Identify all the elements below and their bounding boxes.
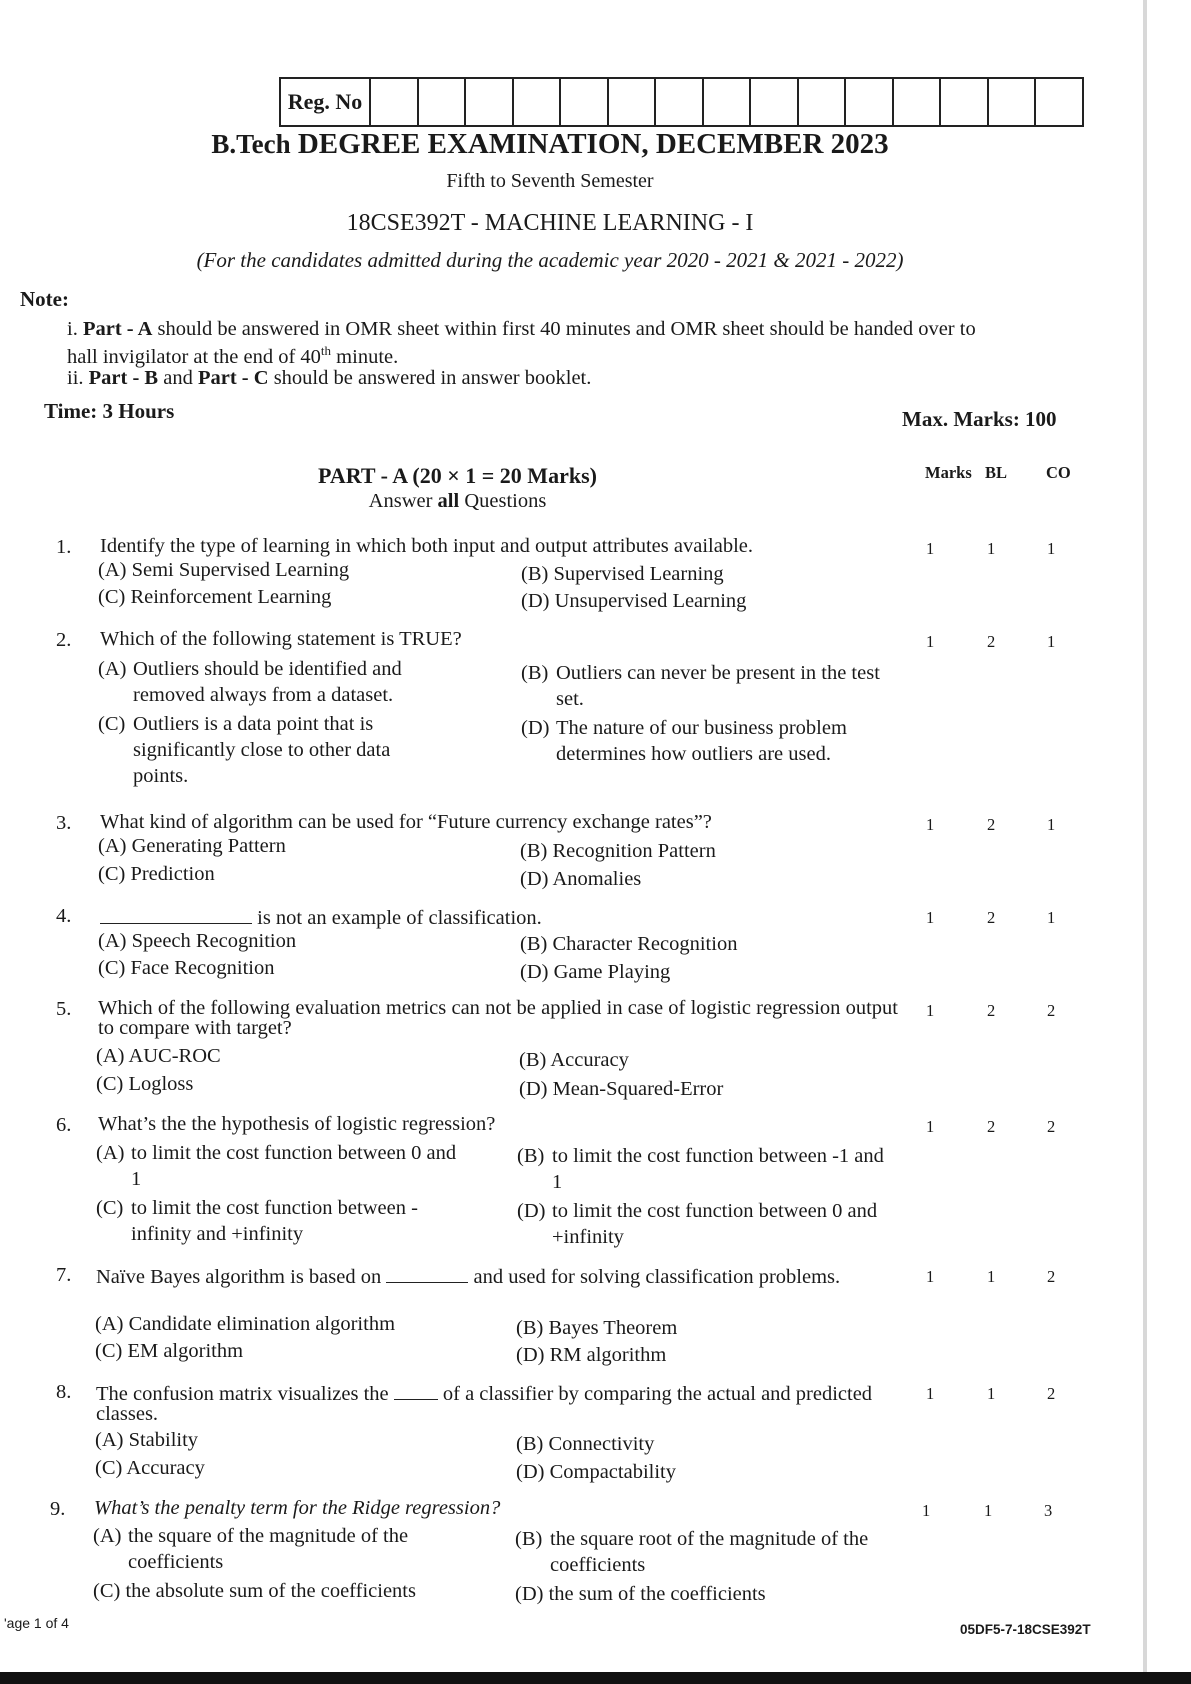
option-d[interactable]: (D) Anomalies bbox=[520, 868, 642, 890]
option-a[interactable]: (A) Generating Pattern bbox=[98, 835, 286, 857]
exam-time: Time: 3 Hours bbox=[44, 399, 175, 423]
reg-no-box[interactable] bbox=[894, 79, 942, 125]
option-c[interactable]: (C) Logloss bbox=[96, 1073, 194, 1095]
option-d[interactable] bbox=[521, 715, 896, 767]
question-text: Identify the type of learning in which both input and output attributes available. bbox=[100, 535, 753, 557]
option-text: to limit the cost function between 0 and +infinity bbox=[552, 1200, 878, 1248]
question-bl: 1 bbox=[984, 1501, 993, 1520]
note-sup: th bbox=[320, 343, 332, 358]
option-c[interactable] bbox=[96, 1195, 451, 1247]
part-a-title: PART - A (20 × 1 = 20 Marks) bbox=[318, 463, 597, 488]
question-text-before: Naïve Bayes algorithm is based on bbox=[96, 1266, 382, 1288]
option-c[interactable] bbox=[98, 711, 433, 789]
question-text-before: The confusion matrix visualizes the bbox=[96, 1383, 389, 1405]
question-marks: 1 bbox=[926, 1001, 935, 1020]
reg-no-box[interactable] bbox=[941, 79, 989, 125]
question-text: What’s the penalty term for the Ridge regression? bbox=[94, 1497, 501, 1519]
exam-title-main: DEGREE EXAMINATION, DECEMBER 2023 bbox=[297, 128, 889, 160]
exam-title bbox=[0, 128, 1100, 161]
question-text bbox=[96, 1381, 896, 1424]
question-marks: 1 bbox=[922, 1501, 931, 1520]
option-text: Outliers can never be present in the test set. bbox=[556, 662, 880, 710]
note-text: and bbox=[158, 367, 198, 389]
note-text: should be answered in answer booklet. bbox=[268, 367, 592, 389]
semester: Fifth to Seventh Semester bbox=[446, 170, 654, 192]
course-title: 18CSE392T - MACHINE LEARNING - I bbox=[346, 210, 754, 236]
option-b[interactable]: (B) Connectivity bbox=[516, 1433, 655, 1455]
fill-blank bbox=[386, 1264, 468, 1283]
option-text: the square root of the magnitude of the coefficients bbox=[550, 1528, 869, 1576]
option-label: (C) bbox=[96, 1197, 124, 1219]
reg-no-box[interactable] bbox=[704, 79, 752, 125]
option-c[interactable]: (C) EM algorithm bbox=[95, 1340, 244, 1362]
option-a[interactable] bbox=[98, 656, 463, 708]
question-number: 1. bbox=[56, 536, 72, 558]
question-number: 6. bbox=[56, 1114, 72, 1136]
note-item-2 bbox=[67, 367, 591, 390]
note-item-1 bbox=[67, 320, 1097, 367]
question-co: 1 bbox=[1047, 815, 1056, 834]
option-text: The nature of our business problem determines how outliers are used. bbox=[556, 717, 847, 765]
note-text: minute. bbox=[331, 345, 399, 368]
question-bl: 2 bbox=[987, 1117, 996, 1136]
option-text: to limit the cost function between -1 and 1 bbox=[552, 1145, 884, 1193]
question-number: 4. bbox=[56, 905, 72, 927]
max-marks: Max. Marks: 100 bbox=[902, 407, 1057, 431]
admission-note: (For the candidates admitted during the academic year 2020 - 2021 & 2021 - 2022) bbox=[196, 248, 904, 272]
question-bl: 1 bbox=[987, 539, 996, 558]
reg-no-box[interactable] bbox=[751, 79, 799, 125]
instruction-bold: all bbox=[437, 490, 460, 512]
question-marks: 1 bbox=[926, 1117, 935, 1136]
question-co: 1 bbox=[1047, 908, 1056, 927]
note-heading: Note: bbox=[20, 287, 69, 311]
note-text: should be answered in OMR sheet within first 40 minutes and OMR sheet should be handed over to bbox=[152, 318, 976, 340]
reg-no-box[interactable] bbox=[514, 79, 562, 125]
instruction-text: Answer bbox=[368, 490, 438, 512]
reg-no-box[interactable] bbox=[561, 79, 609, 125]
option-text: Outliers should be identified and removed always from a dataset. bbox=[133, 658, 402, 706]
option-b[interactable]: (B) Supervised Learning bbox=[521, 563, 724, 585]
question-bl: 2 bbox=[987, 1001, 996, 1020]
question-text: What’s the the hypothesis of logistic regression? bbox=[98, 1113, 496, 1135]
question-number: 5. bbox=[56, 998, 72, 1020]
fill-blank bbox=[100, 905, 252, 924]
option-d[interactable]: (D) the sum of the coefficients bbox=[515, 1583, 766, 1605]
option-b[interactable]: (B) Bayes Theorem bbox=[516, 1317, 678, 1339]
question-marks: 1 bbox=[926, 1384, 935, 1403]
option-b[interactable]: (B) Character Recognition bbox=[520, 933, 738, 955]
part-a-instruction bbox=[0, 490, 915, 513]
question-co: 1 bbox=[1047, 632, 1056, 651]
question-co: 2 bbox=[1047, 1267, 1056, 1286]
option-c[interactable]: (C) Reinforcement Learning bbox=[98, 586, 332, 608]
reg-no-box[interactable] bbox=[466, 79, 514, 125]
scan-bottom-border bbox=[0, 1672, 1191, 1684]
question-number: 9. bbox=[50, 1498, 66, 1520]
option-c[interactable]: (C) Face Recognition bbox=[98, 957, 275, 979]
question-bl: 2 bbox=[987, 908, 996, 927]
option-d[interactable]: (D) RM algorithm bbox=[516, 1344, 667, 1366]
question-text bbox=[96, 1264, 896, 1287]
option-label: (A) bbox=[98, 658, 127, 680]
reg-no-box[interactable] bbox=[609, 79, 657, 125]
option-text: Outliers is a data point that is significantly close to other data points. bbox=[133, 713, 391, 787]
option-label: (B) bbox=[521, 662, 549, 684]
question-bl: 1 bbox=[987, 1384, 996, 1403]
question-co: 2 bbox=[1047, 1384, 1056, 1403]
question-co: 3 bbox=[1044, 1501, 1053, 1520]
column-header-co: CO bbox=[1046, 463, 1071, 482]
option-d[interactable]: (D) Compactability bbox=[516, 1461, 676, 1483]
question-number: 3. bbox=[56, 812, 72, 834]
option-a[interactable] bbox=[93, 1523, 458, 1575]
question-text-after: and used for solving classification problems. bbox=[473, 1266, 841, 1288]
option-d[interactable] bbox=[517, 1198, 892, 1250]
column-header-bl: BL bbox=[985, 463, 1008, 482]
option-b[interactable]: (B) Accuracy bbox=[519, 1049, 629, 1071]
note-num: i. bbox=[67, 318, 78, 340]
question-bl: 1 bbox=[987, 1267, 996, 1286]
question-bl: 2 bbox=[987, 632, 996, 651]
option-a[interactable]: (A) Stability bbox=[95, 1429, 199, 1451]
column-header-marks: Marks bbox=[925, 463, 972, 482]
option-label: (C) bbox=[98, 713, 126, 735]
option-b[interactable]: (B) Recognition Pattern bbox=[520, 840, 716, 862]
question-text bbox=[100, 905, 905, 928]
option-label: (A) bbox=[96, 1142, 125, 1164]
question-text: What kind of algorithm can be used for “Future currency exchange rates”? bbox=[100, 811, 712, 833]
question-number: 7. bbox=[56, 1264, 72, 1286]
question-marks: 1 bbox=[926, 1267, 935, 1286]
option-text: the square of the magnitude of the coefficients bbox=[128, 1525, 409, 1573]
option-d[interactable]: (D) Mean-Squared-Error bbox=[519, 1078, 724, 1100]
page-number: 'age 1 of 4 bbox=[4, 1615, 69, 1631]
reg-no-box[interactable] bbox=[989, 79, 1037, 125]
option-b[interactable] bbox=[517, 1143, 892, 1195]
question-number: 8. bbox=[56, 1381, 72, 1403]
question-marks: 1 bbox=[926, 908, 935, 927]
reg-no-grid bbox=[279, 77, 1084, 127]
reg-no-box[interactable] bbox=[419, 79, 467, 125]
option-label: (D) bbox=[517, 1200, 546, 1222]
reg-no-box[interactable] bbox=[846, 79, 894, 125]
option-a[interactable]: (A) AUC-ROC bbox=[96, 1045, 221, 1067]
fill-blank bbox=[394, 1381, 438, 1400]
option-label: (B) bbox=[517, 1145, 545, 1167]
option-a[interactable] bbox=[96, 1140, 471, 1192]
option-d[interactable]: (D) Unsupervised Learning bbox=[521, 590, 747, 612]
question-number: 2. bbox=[56, 629, 72, 651]
scan-edge-strip bbox=[1143, 0, 1147, 1672]
question-text: Which of the following evaluation metrics can not be applied in case of logistic regression output to compare with target? bbox=[98, 997, 898, 1039]
note-bold: Part - B bbox=[88, 367, 159, 389]
exam-title-prefix: B.Tech bbox=[211, 129, 291, 159]
note-bold: Part - C bbox=[197, 367, 269, 389]
reg-no-box[interactable] bbox=[371, 79, 419, 125]
reg-no-box[interactable] bbox=[656, 79, 704, 125]
reg-no-label: Reg. No bbox=[281, 79, 371, 125]
note-text: hall invigilator at the end of 40 bbox=[67, 345, 321, 368]
option-label: (A) bbox=[93, 1525, 122, 1547]
option-a[interactable]: (A) Semi Supervised Learning bbox=[98, 559, 350, 581]
option-d[interactable]: (D) Game Playing bbox=[520, 961, 671, 983]
option-text: to limit the cost function between 0 and 1 bbox=[131, 1142, 457, 1190]
option-c[interactable]: (C) the absolute sum of the coefficients bbox=[93, 1580, 416, 1602]
reg-no-box[interactable] bbox=[1036, 79, 1084, 125]
option-b[interactable] bbox=[515, 1526, 910, 1578]
question-text-body: is not an example of classification. bbox=[252, 907, 542, 929]
option-a[interactable]: (A) Candidate elimination algorithm bbox=[95, 1313, 396, 1335]
option-c[interactable]: (C) Prediction bbox=[98, 863, 215, 885]
note-bold: Part - A bbox=[82, 318, 153, 340]
question-marks: 1 bbox=[926, 632, 935, 651]
question-co: 1 bbox=[1047, 539, 1056, 558]
question-marks: 1 bbox=[926, 539, 935, 558]
question-co: 2 bbox=[1047, 1001, 1056, 1020]
question-marks: 1 bbox=[926, 815, 935, 834]
option-a[interactable]: (A) Speech Recognition bbox=[98, 930, 297, 952]
option-text: to limit the cost function between -infinity and +infinity bbox=[131, 1197, 418, 1245]
option-b[interactable] bbox=[521, 660, 896, 712]
instruction-text: Questions bbox=[459, 490, 547, 512]
question-text: Which of the following statement is TRUE? bbox=[100, 628, 462, 650]
option-label: (B) bbox=[515, 1528, 543, 1550]
option-label: (D) bbox=[521, 717, 550, 739]
reg-no-box[interactable] bbox=[799, 79, 847, 125]
option-c[interactable]: (C) Accuracy bbox=[95, 1457, 205, 1479]
paper-code: 05DF5-7-18CSE392T bbox=[960, 1622, 1091, 1637]
note-num: ii. bbox=[67, 367, 84, 389]
question-co: 2 bbox=[1047, 1117, 1056, 1136]
question-bl: 2 bbox=[987, 815, 996, 834]
question-text-after: of a classifier by comparing the actual and predicted classes. bbox=[96, 1383, 873, 1425]
